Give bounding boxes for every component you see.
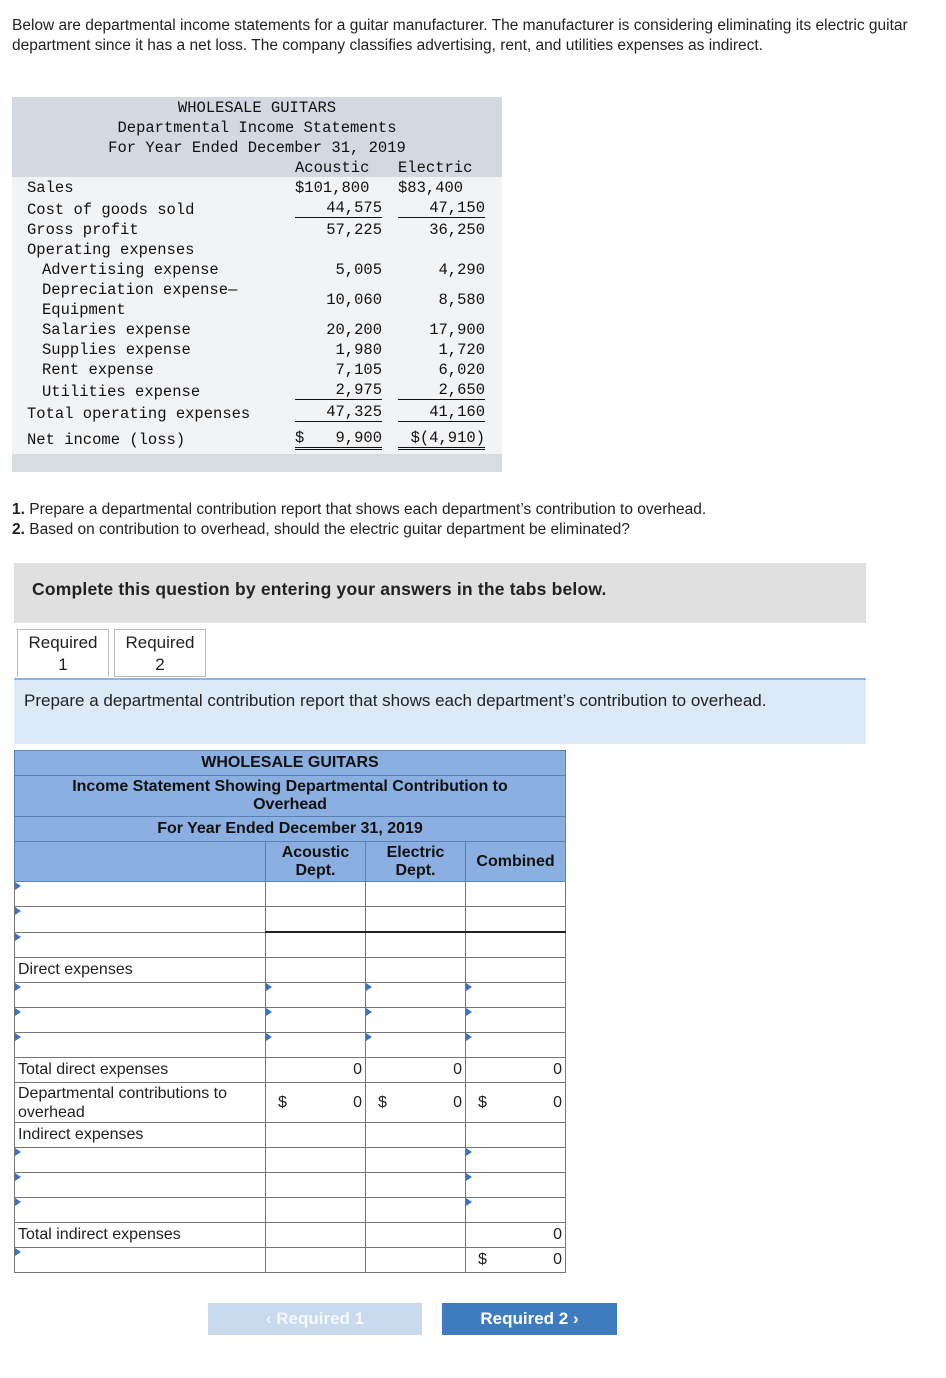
report-company: WHOLESALE GUITARS [15, 751, 566, 776]
value-cell: 2,650 [398, 381, 485, 400]
dropdown-marker-icon [466, 1148, 472, 1156]
dropdown-marker-icon [366, 983, 372, 991]
total-direct-acoustic: 0 [266, 1058, 366, 1083]
combined-input[interactable] [466, 882, 566, 907]
dropdown-marker-icon [15, 1173, 21, 1181]
dropdown-marker-icon [366, 1008, 372, 1016]
value-cell: 10,060 [326, 291, 382, 309]
electric-input[interactable] [366, 907, 466, 933]
row-label: Supplies expense [42, 341, 191, 359]
dropdown-marker-icon [15, 1248, 21, 1256]
total-direct-electric: 0 [366, 1058, 466, 1083]
label-input[interactable] [15, 1248, 266, 1273]
label-input[interactable] [15, 882, 266, 907]
acoustic-input[interactable] [266, 907, 366, 933]
label-input[interactable] [15, 932, 266, 958]
value-cell: 2,975 [295, 381, 382, 400]
tab-required-2[interactable]: Required 2 [114, 629, 206, 677]
combined-input[interactable] [466, 983, 566, 1008]
intro-text: Below are departmental income statements for a guitar manufacturer. The manufacturer is considering eliminating its electric guitar department since it has a net loss. The company classifies advertising, rent, and utilities expenses as indirect. [12, 17, 908, 54]
dropdown-marker-icon [15, 983, 21, 991]
value-cell: 4,290 [438, 261, 485, 279]
electric-input[interactable] [366, 882, 466, 907]
label-input[interactable] [15, 1033, 266, 1058]
instructions-banner: Complete this question by entering your answers in the tabs below. [14, 563, 866, 623]
combined-input[interactable] [466, 1008, 566, 1033]
row-label: Operating expenses [27, 241, 195, 259]
row-label: Advertising expense [42, 261, 219, 279]
dropdown-marker-icon [15, 1033, 21, 1041]
dropdown-marker-icon [15, 1148, 21, 1156]
header-acoustic: Acoustic Dept. [266, 842, 366, 882]
dropdown-marker-icon [266, 1008, 272, 1016]
direct-expenses-label: Direct expenses [15, 958, 266, 983]
dropdown-marker-icon [466, 1033, 472, 1041]
row-label: Equipment [42, 301, 126, 319]
label-input[interactable] [15, 983, 266, 1008]
dropdown-marker-icon [366, 1033, 372, 1041]
value-cell: $83,400 [398, 179, 464, 197]
dropdown-marker-icon [266, 1033, 272, 1041]
indirect-expenses-label: Indirect expenses [15, 1123, 266, 1148]
dropdown-marker-icon [466, 983, 472, 991]
report-title: Income Statement Showing Departmental Contribution to Overhead [15, 776, 566, 817]
row-label: Rent expense [42, 361, 154, 379]
header-electric: Electric Dept. [366, 842, 466, 882]
tab-required-1[interactable]: Required 1 [17, 629, 109, 677]
header-combined: Combined [466, 842, 566, 882]
combined-input[interactable] [466, 907, 566, 933]
label-input[interactable] [15, 907, 266, 933]
value-cell: 44,575 [295, 199, 382, 218]
value-cell: 57,225 [326, 221, 382, 239]
row-label: Gross profit [27, 221, 139, 239]
acoustic-input[interactable] [266, 1008, 366, 1033]
tab-prompt: Prepare a departmental contribution report that shows each department’s contribution to overhead. [14, 680, 866, 744]
departmental-income-statement [12, 97, 502, 472]
statement-period: For Year Ended December 31, 2019 [108, 139, 406, 157]
combined-input[interactable] [466, 1173, 566, 1198]
combined-input[interactable] [466, 1033, 566, 1058]
contribution-combined: $ 0 [466, 1083, 566, 1123]
label-input[interactable] [15, 1148, 266, 1173]
acoustic-input[interactable] [266, 882, 366, 907]
report-period: For Year Ended December 31, 2019 [15, 817, 566, 842]
dropdown-marker-icon [466, 1008, 472, 1016]
value-cell: 1,720 [438, 341, 485, 359]
combined-input[interactable] [466, 1148, 566, 1173]
value-cell: 17,900 [429, 321, 485, 339]
chevron-left-icon: ‹ [265, 1309, 272, 1328]
value-cell: 20,200 [326, 321, 382, 339]
chevron-right-icon: › [572, 1309, 579, 1328]
value-cell: 5,005 [335, 261, 382, 279]
electric-input[interactable] [366, 983, 466, 1008]
prev-tab-button[interactable]: ‹ Required 1 [208, 1303, 422, 1335]
row-label: Net income (loss) [27, 431, 186, 449]
value-cell: 6,020 [438, 361, 485, 379]
electric-input[interactable] [366, 1008, 466, 1033]
label-input[interactable] [15, 1008, 266, 1033]
dropdown-marker-icon [15, 1008, 21, 1016]
col-electric: Electric [398, 159, 473, 177]
label-input[interactable] [15, 1198, 266, 1223]
total-direct-label: Total direct expenses [15, 1058, 266, 1083]
value-cell: $101,800 [295, 179, 370, 197]
question-list [12, 500, 706, 540]
value-cell: 8,580 [438, 291, 485, 309]
label-input[interactable] [15, 1173, 266, 1198]
row-label: Utilities expense [42, 383, 201, 401]
contribution-electric: $ 0 [366, 1083, 466, 1123]
dropdown-marker-icon [15, 882, 21, 890]
acoustic-input[interactable] [266, 983, 366, 1008]
dropdown-marker-icon [15, 907, 21, 915]
value-cell: 47,150 [398, 199, 485, 218]
dropdown-marker-icon [266, 983, 272, 991]
final-combined: $ 0 [466, 1248, 566, 1273]
value-cell: 1,980 [335, 341, 382, 359]
contribution-acoustic: $ 0 [266, 1083, 366, 1123]
acoustic-input[interactable] [266, 1033, 366, 1058]
electric-input[interactable] [366, 932, 466, 958]
value-cell: 41,160 [398, 403, 485, 422]
total-indirect-combined: 0 [466, 1223, 566, 1248]
row-label: Sales [27, 179, 74, 197]
combined-input[interactable] [466, 932, 566, 958]
value-cell: 36,250 [429, 221, 485, 239]
electric-input[interactable] [366, 1033, 466, 1058]
question-1: 1. Prepare a departmental contribution report that shows each department’s contribution to overhead. [12, 501, 707, 518]
combined-input[interactable] [466, 1198, 566, 1223]
row-label: Cost of goods sold [27, 201, 195, 219]
contribution-report-table [14, 750, 566, 1273]
row-label: Depreciation expense— [42, 281, 238, 299]
dropdown-marker-icon [466, 1173, 472, 1181]
dropdown-marker-icon [15, 1198, 21, 1206]
question-2: 2. Based on contribution to overhead, should the electric guitar department be eliminated? [12, 521, 630, 538]
value-cell: 47,325 [295, 403, 382, 422]
value-cell: $ 9,900 [295, 429, 382, 450]
statement-company: WHOLESALE GUITARS [177, 99, 337, 117]
acoustic-input[interactable] [266, 932, 366, 958]
value-cell: 7,105 [335, 361, 382, 379]
total-direct-combined: 0 [466, 1058, 566, 1083]
row-label: Total operating expenses [27, 405, 251, 423]
dropdown-marker-icon [15, 933, 21, 941]
contribution-label: Departmental contributions to overhead [15, 1083, 266, 1123]
next-tab-button[interactable]: Required 2 › [442, 1303, 617, 1335]
total-indirect-label: Total indirect expenses [15, 1223, 266, 1248]
statement-title: Departmental Income Statements [117, 119, 397, 137]
dropdown-marker-icon [466, 1198, 472, 1206]
col-acoustic: Acoustic [295, 159, 370, 177]
row-label: Salaries expense [42, 321, 191, 339]
value-cell: $(4,910) [398, 429, 485, 450]
